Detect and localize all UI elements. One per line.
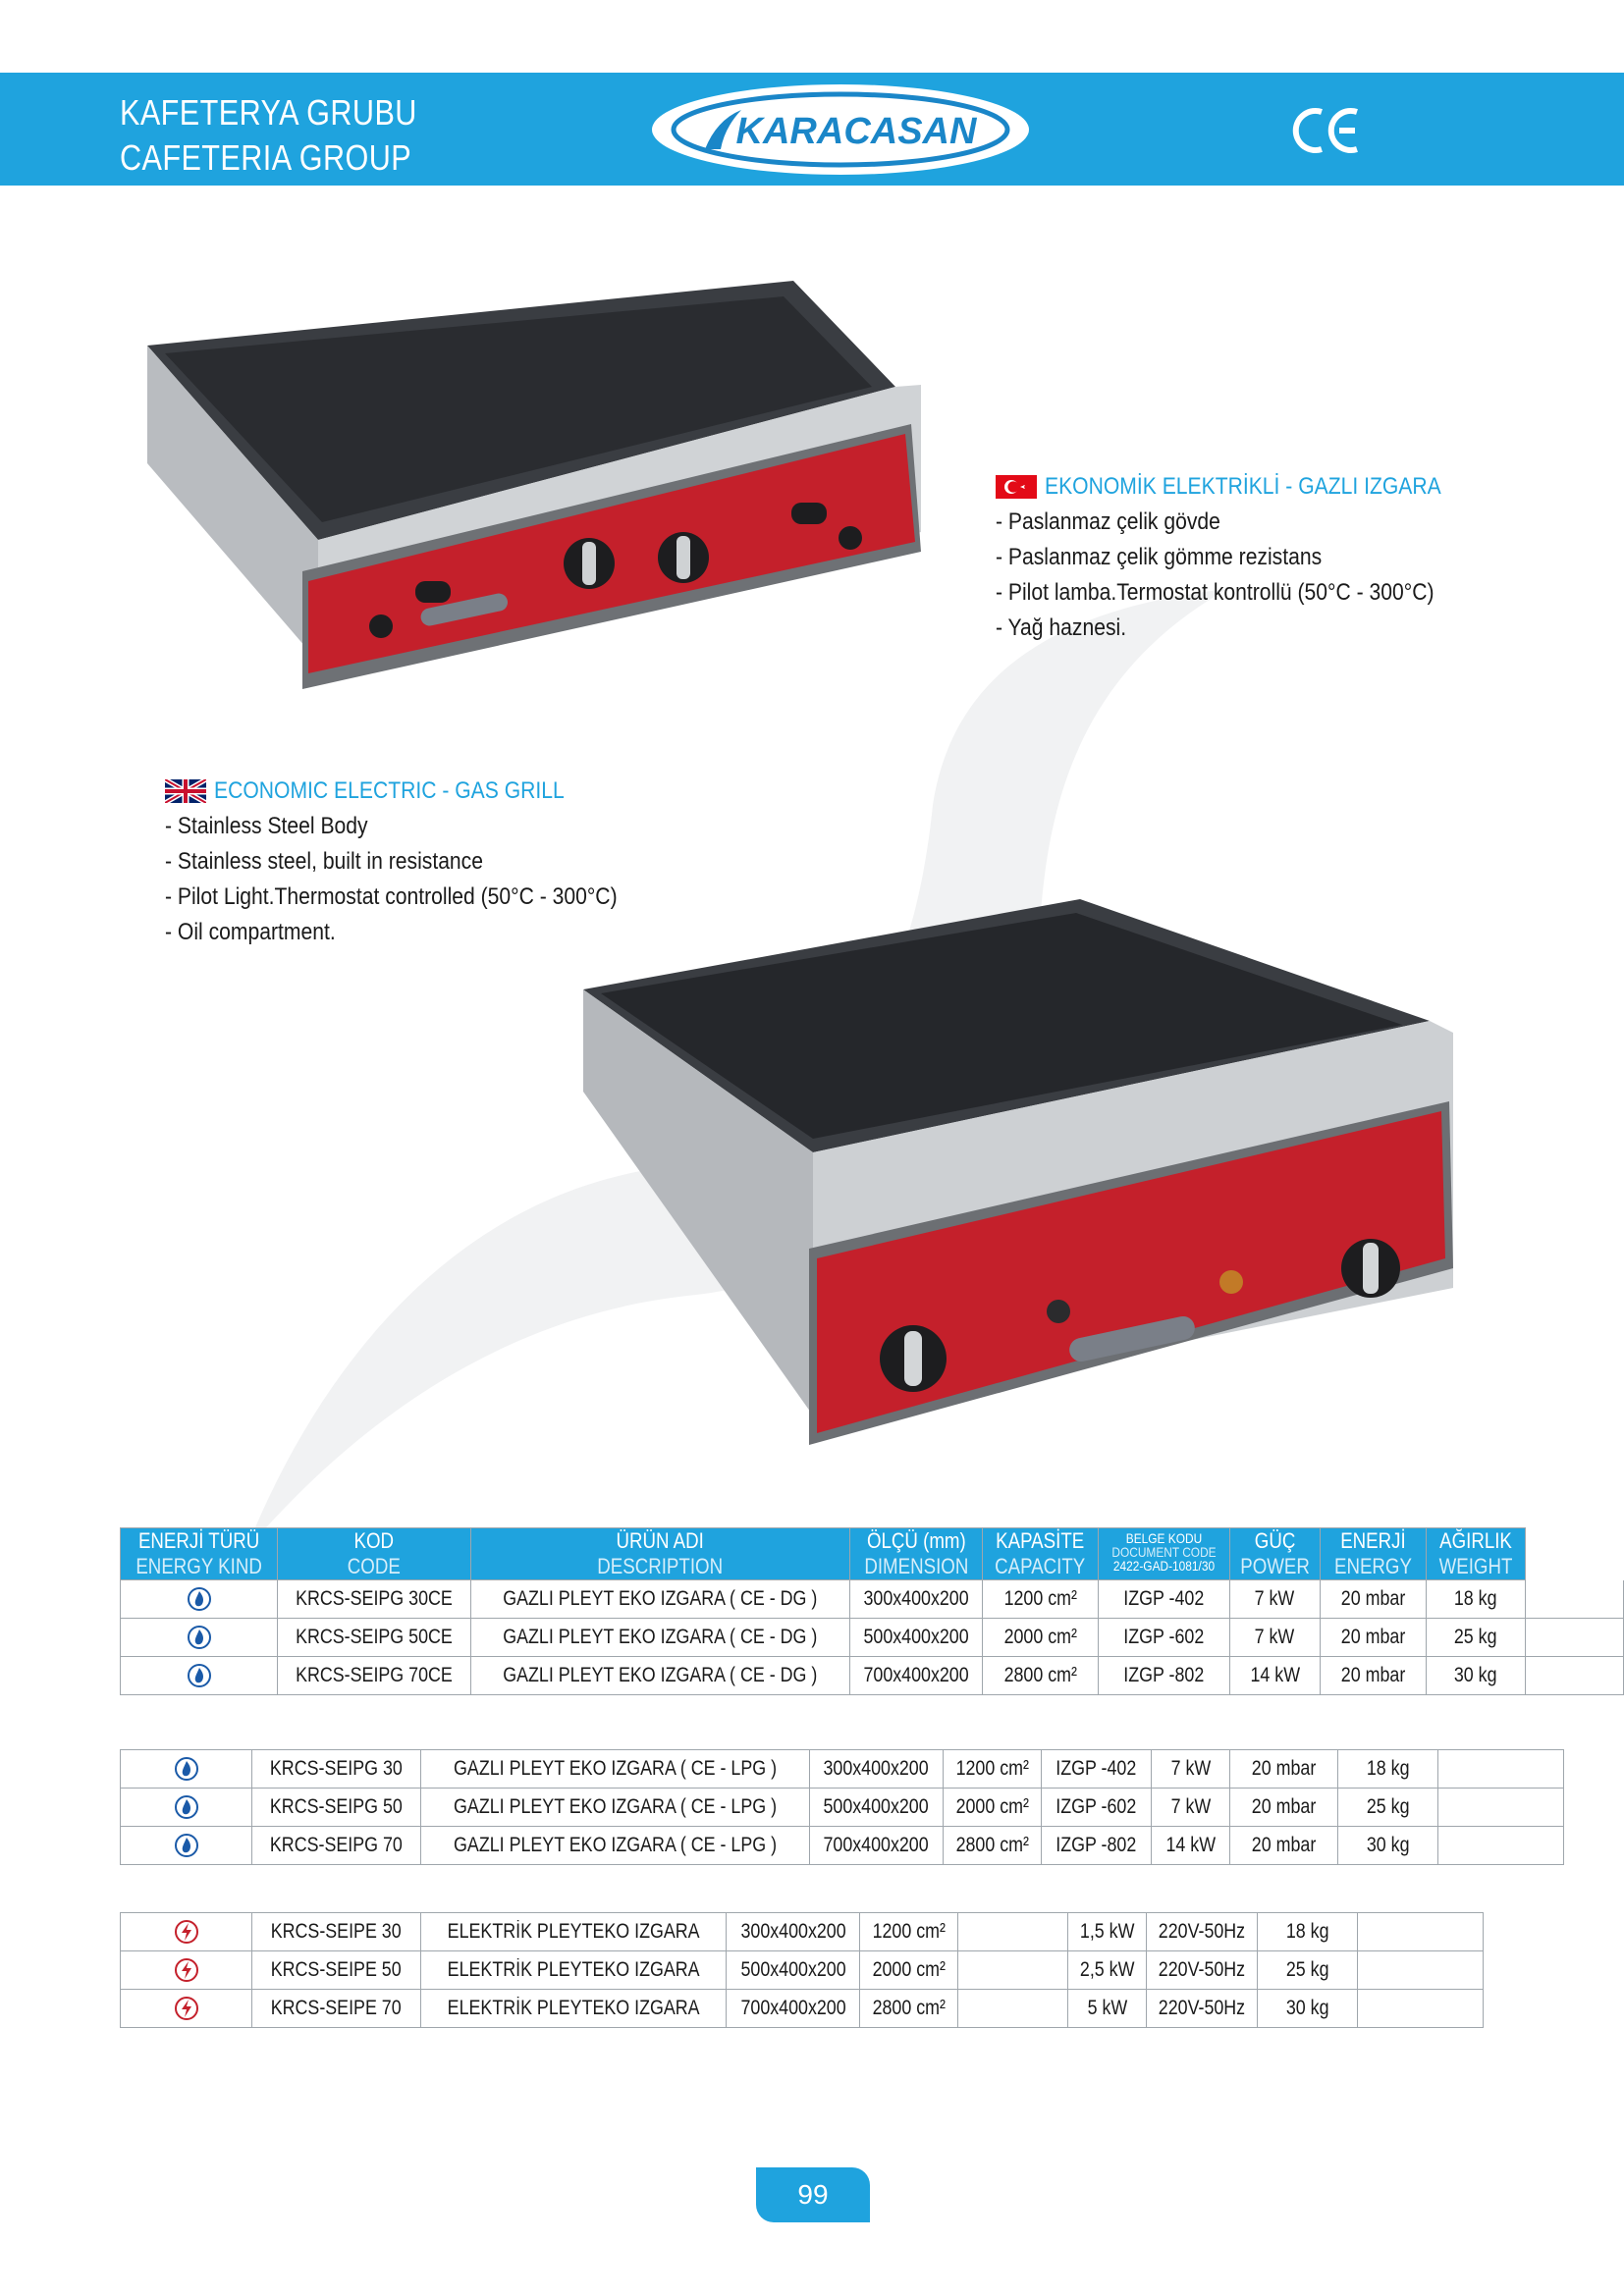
cell-desc: ELEKTRİK PLEYTEKO IZGARA [421, 1990, 727, 2028]
header-capacity: KAPASİTE CAPACITY [983, 1528, 1098, 1580]
karacasan-logo [648, 80, 1033, 179]
header-weight: AĞIRLIK WEIGHT [1427, 1528, 1526, 1580]
cell-energy: 20 mbar [1320, 1619, 1426, 1657]
table-row [121, 1913, 1484, 1951]
cell-energy: 20 mbar [1320, 1657, 1426, 1695]
cell-power: 7 kW [1229, 1580, 1320, 1619]
cell-doc: IZGP -802 [1042, 1827, 1152, 1865]
electric-bolt-icon [174, 1996, 199, 2021]
cell-doc: IZGP -802 [1098, 1657, 1229, 1695]
feature-tr-item: - Paslanmaz çelik gövde [996, 508, 1220, 535]
cell-doc: IZGP -402 [1042, 1750, 1152, 1789]
table-row [121, 1990, 1484, 2028]
table-row [121, 1827, 1564, 1865]
electric-bolt-icon [174, 1957, 199, 1983]
cell-desc: GAZLI PLEYT EKO IZGARA ( CE - DG ) [471, 1619, 850, 1657]
cell-code: KRCS-SEIPG 70CE [278, 1657, 471, 1695]
cell-weight: 25 kg [1338, 1789, 1438, 1827]
table-row [121, 1657, 1624, 1695]
cell-power: 1,5 kW [1068, 1913, 1147, 1951]
cell-power: 5 kW [1068, 1990, 1147, 2028]
spec-table-gas-lpg [120, 1749, 1564, 1865]
cell-power: 7 kW [1152, 1789, 1230, 1827]
cell-desc: GAZLI PLEYT EKO IZGARA ( CE - DG ) [471, 1580, 850, 1619]
feature-tr-item: - Pilot lamba.Termostat kontrollü (50°C - 300°C) [996, 579, 1435, 606]
cell-doc: IZGP -602 [1042, 1789, 1152, 1827]
cell-code: KRCS-SEIPG 30CE [278, 1580, 471, 1619]
cell-dim: 300x400x200 [810, 1750, 944, 1789]
cell-cap: 2800 cm² [860, 1990, 958, 2028]
cell-power: 2,5 kW [1068, 1951, 1147, 1990]
cell-doc: IZGP -402 [1098, 1580, 1229, 1619]
title-tr: KAFETERYA GRUBU [120, 92, 417, 133]
cell-cap: 1200 cm² [944, 1750, 1042, 1789]
gas-flame-icon [187, 1625, 212, 1650]
cell-cap: 1200 cm² [860, 1913, 958, 1951]
cell-code: KRCS-SEIPG 50 [252, 1789, 421, 1827]
feature-en-item: - Stainless steel, built in resistance [165, 848, 483, 875]
gas-flame-icon [187, 1586, 212, 1612]
cell-desc: ELEKTRİK PLEYTEKO IZGARA [421, 1951, 727, 1990]
cell-weight: 30 kg [1338, 1827, 1438, 1865]
header-bar [0, 73, 1624, 186]
cell-dim: 500x400x200 [810, 1789, 944, 1827]
cell-desc: GAZLI PLEYT EKO IZGARA ( CE - DG ) [471, 1657, 850, 1695]
cell-cap: 2000 cm² [860, 1951, 958, 1990]
header-document-code: BELGE KODU DOCUMENT CODE 2422-GAD-1081/30 [1098, 1528, 1229, 1580]
product-photo-single-knob-grill [577, 895, 1461, 1463]
cell-weight: 25 kg [1427, 1619, 1526, 1657]
gas-flame-icon [174, 1756, 199, 1782]
features-english [165, 774, 678, 950]
cell-dim: 500x400x200 [849, 1619, 983, 1657]
cell-doc: IZGP -602 [1098, 1619, 1229, 1657]
cell-power: 7 kW [1152, 1750, 1230, 1789]
cell-energy: 20 mbar [1230, 1827, 1338, 1865]
cell-weight: 30 kg [1427, 1657, 1526, 1695]
cell-code: KRCS-SEIPE 30 [252, 1913, 421, 1951]
page-number: 99 [756, 2167, 870, 2222]
feature-en-item: - Pilot Light.Thermostat controlled (50°C - 300°C) [165, 883, 618, 910]
header-description: ÜRÜN ADI DESCRIPTION [471, 1528, 850, 1580]
cell-cap: 2800 cm² [944, 1827, 1042, 1865]
cell-dim: 700x400x200 [810, 1827, 944, 1865]
page-title [120, 90, 417, 181]
table-row [121, 1951, 1484, 1990]
header-code: KOD CODE [278, 1528, 471, 1580]
cell-weight: 18 kg [1338, 1750, 1438, 1789]
cell-desc: ELEKTRİK PLEYTEKO IZGARA [421, 1913, 727, 1951]
table-row [121, 1580, 1624, 1619]
cell-energy: 220V-50Hz [1147, 1913, 1258, 1951]
cell-energy: 20 mbar [1230, 1789, 1338, 1827]
cell-cap: 2000 cm² [983, 1619, 1098, 1657]
table-header-row [121, 1528, 1624, 1580]
gas-flame-icon [174, 1833, 199, 1858]
header-energy: ENERJİ ENERGY [1320, 1528, 1426, 1580]
title-en: CAFETERIA GROUP [120, 137, 412, 178]
table-row [121, 1789, 1564, 1827]
cell-code: KRCS-SEIPE 70 [252, 1990, 421, 2028]
header-energy-kind: ENERJİ TÜRÜ ENERGY KIND [121, 1528, 278, 1580]
cell-weight: 25 kg [1258, 1951, 1358, 1990]
cell-desc: GAZLI PLEYT EKO IZGARA ( CE - LPG ) [421, 1750, 810, 1789]
feature-tr-item: - Paslanmaz çelik gömme rezistans [996, 544, 1323, 570]
cell-weight: 18 kg [1427, 1580, 1526, 1619]
cell-cap: 1200 cm² [983, 1580, 1098, 1619]
cell-cap: 2000 cm² [944, 1789, 1042, 1827]
cell-doc [958, 1951, 1068, 1990]
cell-energy: 20 mbar [1230, 1750, 1338, 1789]
cell-desc: GAZLI PLEYT EKO IZGARA ( CE - LPG ) [421, 1827, 810, 1865]
electric-bolt-icon [174, 1919, 199, 1945]
spec-table-electric [120, 1912, 1484, 2028]
cell-dim: 300x400x200 [849, 1580, 983, 1619]
features-tr-title: EKONOMİK ELEKTRİKLİ - GAZLI IZGARA [996, 469, 1495, 505]
features-en-title: ECONOMIC ELECTRIC - GAS GRILL [165, 774, 678, 809]
header-dimension: ÖLÇÜ (mm) DIMENSION [849, 1528, 983, 1580]
svg-text:KARACASAN: KARACASAN [735, 111, 977, 152]
cell-code: KRCS-SEIPG 50CE [278, 1619, 471, 1657]
uk-flag-icon [165, 779, 206, 803]
table-row [121, 1750, 1564, 1789]
cell-doc [958, 1913, 1068, 1951]
header-spacer [1525, 1528, 1623, 1580]
spec-table-gas-dg [120, 1527, 1624, 1695]
cell-dim: 500x400x200 [727, 1951, 860, 1990]
cell-dim: 300x400x200 [727, 1913, 860, 1951]
cell-cap: 2800 cm² [983, 1657, 1098, 1695]
cell-doc [958, 1990, 1068, 2028]
feature-en-item: - Oil compartment. [165, 919, 336, 945]
cell-energy: 220V-50Hz [1147, 1951, 1258, 1990]
table-row [121, 1619, 1624, 1657]
cell-power: 14 kW [1152, 1827, 1230, 1865]
header-power: GÜÇ POWER [1229, 1528, 1320, 1580]
cell-code: KRCS-SEIPE 50 [252, 1951, 421, 1990]
cell-code: KRCS-SEIPG 70 [252, 1827, 421, 1865]
cell-dim: 700x400x200 [727, 1990, 860, 2028]
cell-code: KRCS-SEIPG 30 [252, 1750, 421, 1789]
gas-flame-icon [187, 1663, 212, 1688]
cell-power: 7 kW [1229, 1619, 1320, 1657]
cell-energy: 20 mbar [1320, 1580, 1426, 1619]
product-photo-two-knob-grill [135, 277, 931, 689]
turkey-flag-icon [996, 475, 1037, 499]
gas-flame-icon [174, 1794, 199, 1820]
cell-energy: 220V-50Hz [1147, 1990, 1258, 2028]
feature-tr-item: - Yağ haznesi. [996, 614, 1127, 641]
cell-weight: 30 kg [1258, 1990, 1358, 2028]
cell-power: 14 kW [1229, 1657, 1320, 1695]
feature-en-item: - Stainless Steel Body [165, 813, 368, 839]
cell-desc: GAZLI PLEYT EKO IZGARA ( CE - LPG ) [421, 1789, 810, 1827]
ce-mark-icon [1288, 100, 1367, 159]
cell-dim: 700x400x200 [849, 1657, 983, 1695]
cell-weight: 18 kg [1258, 1913, 1358, 1951]
features-turkish [996, 469, 1495, 646]
